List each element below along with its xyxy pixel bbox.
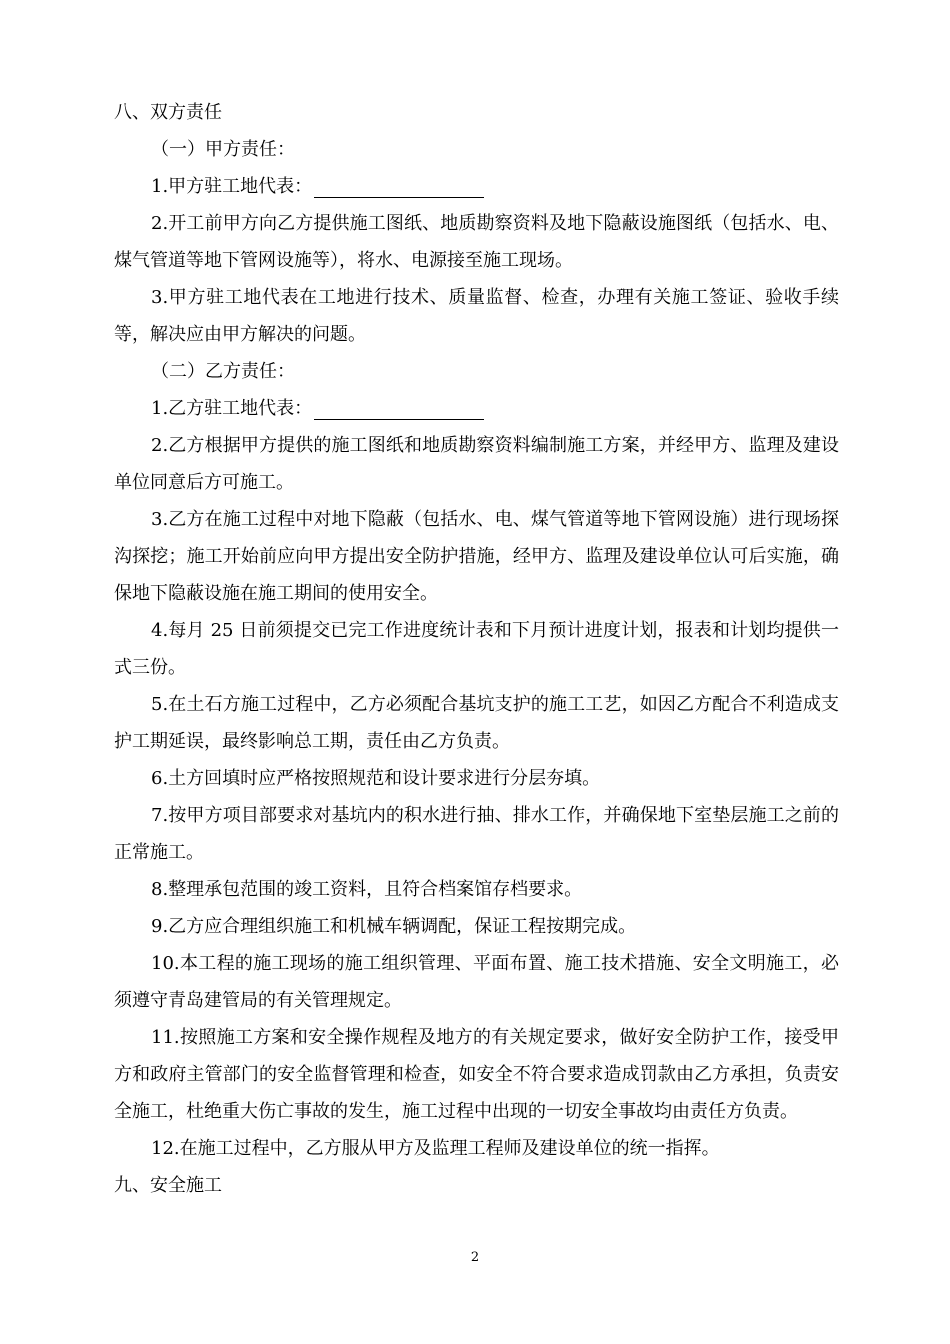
clause-paragraph: 3.甲方驻工地代表在工地进行技术、质量监督、检查，办理有关施工签证、验收手续等，解决应由甲方解决的问题。 <box>114 287 839 345</box>
clause-paragraph: 5.在土石方施工过程中，乙方必须配合基坑支护的施工工艺，如因乙方配合不利造成支护工期延误，最终影响总工期，责任由乙方负责。 <box>114 694 839 752</box>
subsection-heading: （二）乙方责任： <box>151 361 295 382</box>
clause-paragraph: 9.乙方应合理组织施工和机械车辆调配，保证工程按期完成。 <box>151 916 637 937</box>
fill-in-blank <box>314 399 484 420</box>
page-number: 2 <box>470 1250 480 1265</box>
document-body <box>114 94 839 1204</box>
clause-paragraph: 11.按照施工方案和安全操作规程及地方的有关规定要求，做好安全防护工作，接受甲方和政府主管部门的安全监督管理和检查，如安全不符合要求造成罚款由乙方承担，负责安全施工，杜绝重大伤亡事故的发生，施工过程中出现的一切安全事故均由责任方负责。 <box>114 1027 839 1122</box>
representative-label: 1.甲方驻工地代表： <box>151 176 313 197</box>
section-heading: 八、双方责任 <box>114 102 222 123</box>
representative-line <box>114 390 839 427</box>
representative-label: 1.乙方驻工地代表： <box>151 398 313 419</box>
clause-paragraph: 12.在施工过程中，乙方服从甲方及监理工程师及建设单位的统一指挥。 <box>151 1138 720 1159</box>
clause-paragraph: 2.乙方根据甲方提供的施工图纸和地质勘察资料编制施工方案，并经甲方、监理及建设单位同意后方可施工。 <box>114 435 839 493</box>
representative-line <box>114 168 839 205</box>
clause-paragraph: 7.按甲方项目部要求对基坑内的积水进行抽、排水工作，并确保地下室垫层施工之前的正常施工。 <box>114 805 839 863</box>
subsection-heading: （一）甲方责任： <box>151 139 295 160</box>
clause-paragraph: 4.每月 25 日前须提交已完工作进度统计表和下月预计进度计划，报表和计划均提供一式三份。 <box>114 620 839 678</box>
clause-paragraph: 8.整理承包范围的竣工资料，且符合档案馆存档要求。 <box>151 879 583 900</box>
fill-in-blank <box>314 177 484 198</box>
clause-paragraph: 2.开工前甲方向乙方提供施工图纸、地质勘察资料及地下隐蔽设施图纸（包括水、电、煤气管道等地下管网设施等），将水、电源接至施工现场。 <box>114 213 839 271</box>
clause-paragraph: 10.本工程的施工现场的施工组织管理、平面布置、施工技术措施、安全文明施工，必须遵守青岛建管局的有关管理规定。 <box>114 953 839 1011</box>
clause-paragraph: 3.乙方在施工过程中对地下隐蔽（包括水、电、煤气管道等地下管网设施）进行现场探沟探挖；施工开始前应向甲方提出安全防护措施，经甲方、监理及建设单位认可后实施，确保地下隐蔽设施在施工期间的使用安全。 <box>114 509 839 604</box>
clause-paragraph: 6.土方回填时应严格按照规范和设计要求进行分层夯填。 <box>151 768 601 789</box>
section-heading: 九、安全施工 <box>114 1175 222 1196</box>
